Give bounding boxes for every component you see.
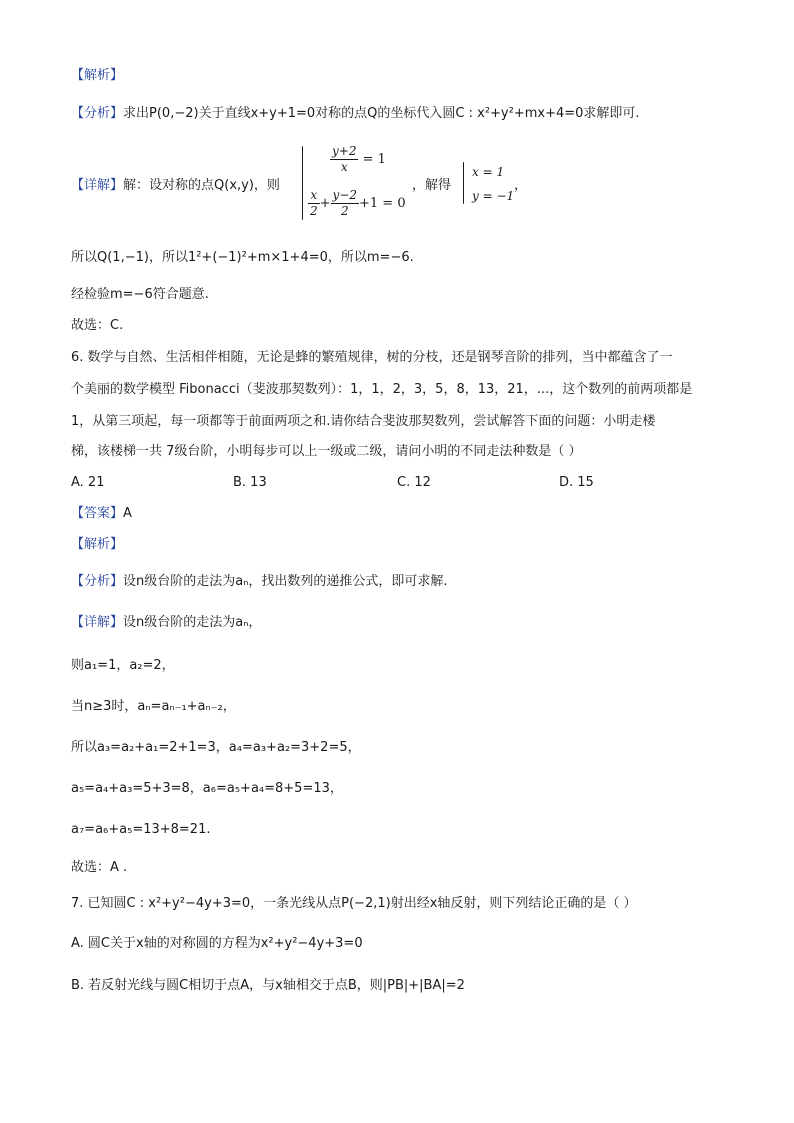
fenxi-line-1 (71, 104, 640, 124)
q6-option-a: A. 21 (71, 475, 105, 490)
q6-step-2: 当n≥3时，aₙ=aₙ₋₁+aₙ₋₂， (71, 699, 236, 714)
plus-sign: + (319, 196, 331, 211)
q6-fenxi-text: 设n级台阶的走法为aₙ，找出数列的递推公式，即可求解. (123, 574, 448, 589)
jianyan-line: 经检验m=−6符合题意. (71, 287, 209, 302)
q6-xiangjie-text: 设n级台阶的走法为aₙ， (123, 615, 262, 630)
q6-fenxi-tag: 【分析】 (71, 574, 124, 589)
q6-stem-line-1: 6. 数学与自然、生活相伴相随，无论是蜂的繁殖规律，树的分枝，还是钢琴音阶的排列，当中都蕴含了一 (71, 350, 673, 365)
solution-x: x = 1 (472, 165, 505, 179)
q6-step-1: 则a₁=1，a₂=2， (71, 658, 175, 673)
eq2b-numerator: y−2 (332, 188, 358, 202)
xiangjie-line-1 (71, 176, 280, 196)
xiangjie-pre: 解：设对称的点Q(x,y)，则 (123, 178, 280, 193)
eq2-fraction-b (331, 188, 359, 219)
eq2a-denominator: 2 (310, 204, 318, 218)
eq1-fraction (330, 144, 358, 175)
jiexi-heading-2: 【解析】 (71, 537, 124, 552)
eq1-numerator: y+2 (332, 144, 357, 158)
fenxi-text: 求出P(0,−2)关于直线x+y+1=0对称的点Q的坐标代入圆C : x²+y²+mx+4=0求解即可. (123, 106, 640, 121)
system-eq-2 (308, 188, 406, 219)
jiede-text: ，解得 (412, 178, 452, 193)
eq1-denominator: x (340, 160, 348, 174)
q6-step-4: a₅=a₄+a₃=5+3=8，a₆=a₅+a₄=8+5=13， (71, 781, 343, 796)
q6-guxuan-line: 故选：A . (71, 860, 128, 875)
solution-brace (463, 162, 464, 204)
eq2-fraction-a (308, 188, 320, 219)
q6-option-d: D. 15 (559, 475, 594, 490)
eq2a-numerator: x (308, 188, 320, 204)
daan-value: A (123, 506, 132, 521)
guxuan-line-1: 故选：C. (71, 318, 124, 333)
q6-option-b: B. 13 (233, 475, 267, 490)
daan-tag: 【答案】 (71, 506, 124, 521)
eq1-rhs: = 1 (362, 152, 386, 167)
q6-stem-line-4: 梯，该楼梯一共 7级台阶，小明每步可以上一级或二级，请问小明的不同走法种数是（ ） (71, 444, 582, 459)
q7-stem: 7. 已知圆C : x²+y²−4y+3=0，一条光线从点P(−2,1)射出经x轴反射，则下列结论正确的是（ ） (71, 896, 637, 911)
system-eq-1 (330, 144, 386, 175)
q6-stem-line-2: 个美丽的数学模型 Fibonacci（斐波那契数列）：1，1，2，3，5，8，13，21，...，这个数列的前两项都是 (71, 382, 693, 397)
q6-step-3: 所以a₃=a₂+a₁=2+1=3，a₄=a₃+a₂=3+2=5， (71, 740, 361, 755)
q6-stem-line-3: 1，从第三项起，每一项都等于前面两项之和.请你结合斐波那契数列，尝试解答下面的问题：小明走楼 (71, 414, 656, 429)
q6-fenxi-line (71, 572, 448, 592)
jiexi-heading-1: 【解析】 (71, 68, 124, 83)
fenxi-tag: 【分析】 (71, 106, 124, 121)
q6-step-5: a₇=a₆+a₅=13+8=21. (71, 822, 211, 837)
q6-options (71, 473, 731, 493)
solution-y: y = −1 (472, 189, 515, 203)
q6-xiangjie-line (71, 613, 261, 633)
q6-xiangjie-tag: 【详解】 (71, 615, 124, 630)
xiangjie-tag: 【详解】 (71, 178, 124, 193)
solution-end: ， (514, 178, 528, 193)
q7-option-a: A. 圆C关于x轴的对称圆的方程为x²+y²−4y+3=0 (71, 936, 363, 951)
eq2-rhs: +1 = 0 (359, 196, 406, 211)
q6-answer-line (71, 504, 132, 524)
q7-option-b: B. 若反射光线与圆C相切于点A，与x轴相交于点B，则|PB|+|BA|=2 (71, 978, 465, 993)
q6-option-c: C. 12 (397, 475, 431, 490)
system-brace-1 (302, 146, 303, 220)
eq2b-denominator: 2 (340, 204, 349, 218)
suoyi-line-1: 所以Q(1,−1)，所以1²+(−1)²+m×1+4=0，所以m=−6. (71, 250, 414, 265)
